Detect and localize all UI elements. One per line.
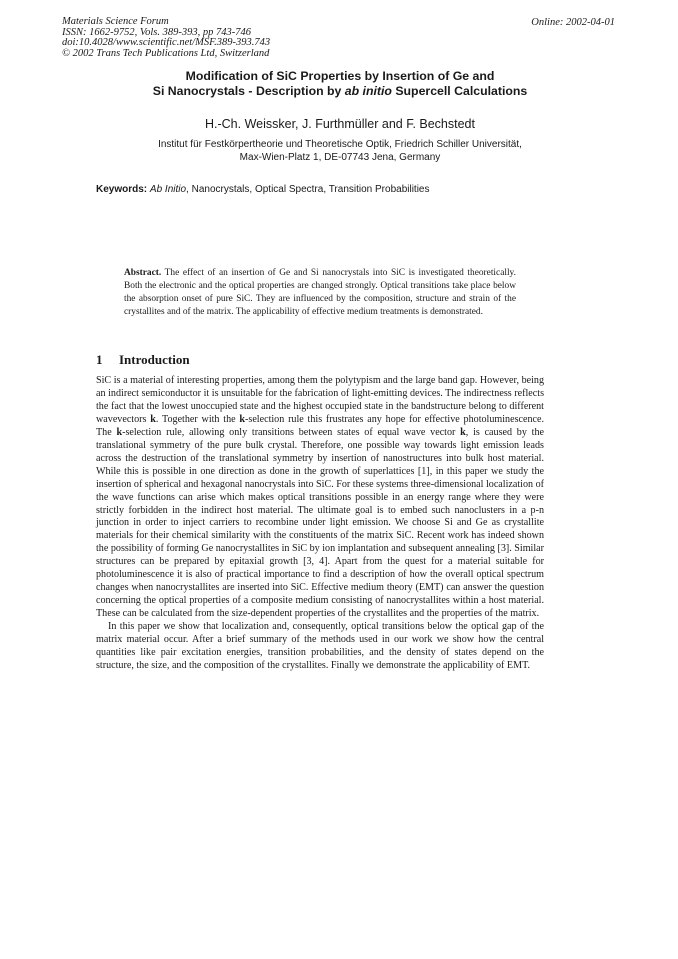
section-number: 1 xyxy=(96,352,103,367)
vector-k: k xyxy=(239,413,246,425)
vector-k: k xyxy=(460,426,466,438)
paragraph-2: In this paper we show that localization and, consequently, optical transitions below the optical gap of the matrix material occur. After a brief summary of the methods used in our work we show how the central quantities like pair excitation energies, transition probabilities, and the density of states depend on the structure, the size, and the composition of the crystallites. Finally we demonstrate the applicability of EMT. xyxy=(96,621,544,671)
affiliation-line-2: Max-Wien-Platz 1, DE-07743 Jena, Germany xyxy=(239,151,441,163)
journal-name: Materials Science Forum xyxy=(62,16,169,27)
abstract-label: Abstract. xyxy=(124,268,162,278)
title-emphasis: ab initio xyxy=(344,84,392,98)
section-title: Introduction xyxy=(119,352,190,367)
paragraph-1: SiC is a material of interesting properties, among them the polytypism and the large band gap. However, being an indirect semiconductor it is unsuitable for the fabrication of light-emitting devices. The indirectness reflects the fact that the lowest unoccupied state and the highest occupied state in the bandstructure belong to different wavevectors k. Together with the k-selection rule this frustrates any hope for effective photoluminescence. The k-selection rule, allowing only transitions between states of equal wave vector k, is caused by the translational symmetry of the pure bulk crystal. Therefore, one possible way towards light emission leads across the destruction of the translational symmetry by insertion of nanostructures into bulk host material. While this is possible in one direction as done in the growth of superlattices [1], in this paper we study the insertion of spherical and hexagonal nanocrystals into SiC. For these systems three-dimensional localization of the wave functions can arise which makes optical transitions possible in an energy range where they were strictly forbidden in the indirect host material. The ultimate goal is to embed such nanoclusters in a p-n junction in order to inject carriers to recombine under light emission. We choose Si and Ge as crystallite materials for their chemical similarity with the constituents of the matrix SiC. Recent work has indeed shown the possibility of forming Ge nanocrystallites in SiC by ion implantation and subsequent annealing [3]. Similar structures can be prepared by epitaxial growth [3, 4]. Apart from the quest for a material suitable for photoluminescence it is also of practical importance to find a description of how the overall optical spectrum changes when nanocrystallites are inserted into SiC. Effective medium theory (EMT) can answer the question concerning the optical properties of a composite medium consisting of nanocrystallites within a host material. These can be calculated from the size-dependent properties of the crystallites and the properties of the matrix. xyxy=(96,375,544,620)
copyright-line: © 2002 Trans Tech Publications Ltd, Switzerland xyxy=(62,47,270,59)
vector-k: k xyxy=(116,426,123,438)
authors: H.-Ch. Weissker, J. Furthmüller and F. Bechstedt xyxy=(204,117,475,131)
paper-title xyxy=(60,69,620,99)
keyword-ab-initio: Ab Initio xyxy=(149,184,187,195)
title-line-1: Modification of SiC Properties by Insertion of Ge and xyxy=(185,69,495,83)
affiliation xyxy=(60,139,620,164)
introduction-body xyxy=(96,375,544,673)
journal-header xyxy=(62,17,270,59)
issn-line: ISSN: 1662-9752, Vols. 389-393, pp 743-746 xyxy=(62,26,251,38)
online-date: Online: 2002-04-01 xyxy=(531,17,615,28)
affiliation-line-1: Institut für Festkörpertheorie und Theoretische Optik, Friedrich Schiller Universität, xyxy=(158,139,522,150)
keywords-label: Keywords: xyxy=(96,184,148,195)
keywords xyxy=(96,184,429,195)
section-heading xyxy=(96,352,190,368)
doi-line: doi:10.4028/www.scientific.net/MSF.389-393.743 xyxy=(62,37,271,49)
vector-k: k xyxy=(150,413,156,425)
abstract xyxy=(124,267,516,319)
title-line-2: Si Nanocrystals - Description by ab initio Supercell Calculations xyxy=(152,84,528,98)
keywords-list: , Nanocrystals, Optical Spectra, Transition Probabilities xyxy=(186,184,430,195)
abstract-text: The effect of an insertion of Ge and Si nanocrystals into SiC is investigated theoretically. Both the electronic and the optical properties are changed strongly. Optical transitions take place below the absorption onset of pure SiC. They are influenced by the composition, structure and strain of the crystallites and of the matrix. The applicability of effective medium treatments is demonstrated. xyxy=(124,268,516,317)
